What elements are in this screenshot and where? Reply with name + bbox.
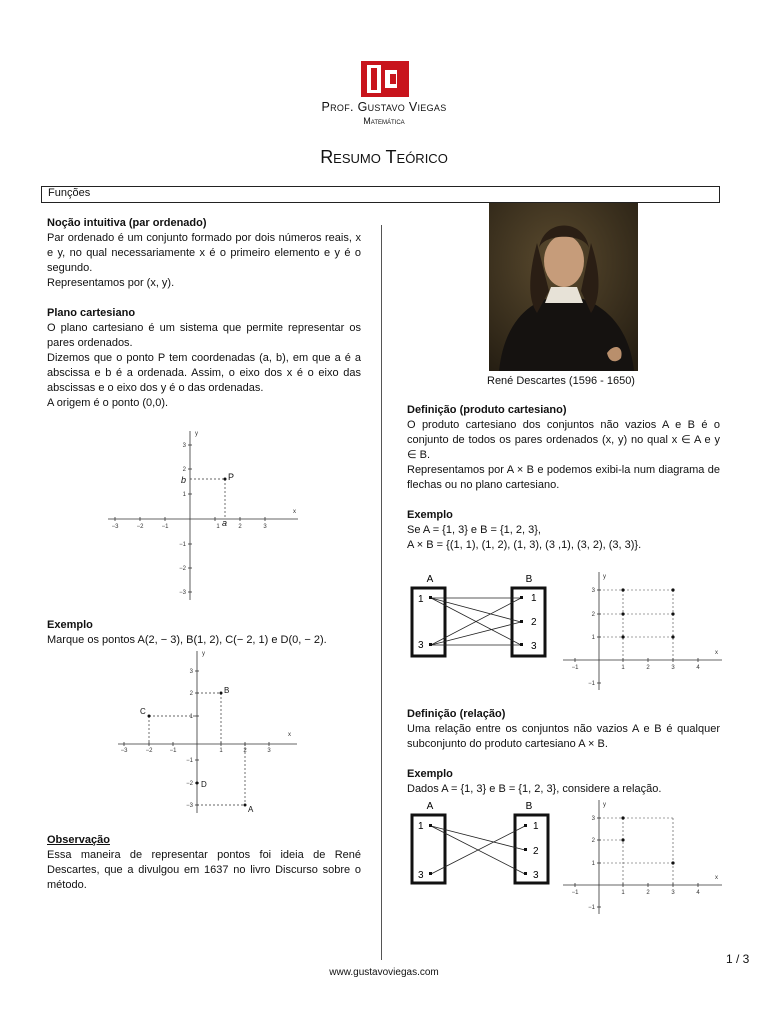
paragraph: Par ordenado é um conjunto formado por dois números reais, x e y, no qual necessariamente x é o primeiro elemento e y é o segundo. <box>47 232 361 274</box>
x-tick-label: −1 <box>169 748 177 754</box>
left-column <box>47 216 361 411</box>
set-element: 1 <box>418 821 424 832</box>
column-divider <box>381 225 382 960</box>
product-graph <box>560 568 725 693</box>
y-tick-label: 1 <box>591 635 595 641</box>
section-heading: Exemplo <box>407 509 453 521</box>
topic-label: Funções <box>48 187 91 199</box>
y-tick-label: 2 <box>591 838 595 844</box>
y-tick-label: 3 <box>591 816 595 822</box>
paragraph: O plano cartesiano é um sistema que permite representar os pares ordenados. <box>47 322 361 349</box>
footer-site: www.gustavoviegas.com <box>329 967 439 978</box>
descartes-portrait <box>489 203 638 371</box>
paragraph: Uma relação entre os conjuntos não vazios A e B é qualquer subconjunto do produto cartesiano A × B. <box>407 723 720 750</box>
logo <box>361 61 409 97</box>
subject-name: Matemática <box>363 116 405 126</box>
y-axis-label: y <box>202 651 205 657</box>
x-tick-label: 1 <box>621 890 625 896</box>
x-tick-label: −1 <box>571 665 579 671</box>
paragraph: A × B = {(1, 1), (1, 2), (1, 3), (3 ,1), (3, 2), (3, 3)}. <box>407 539 642 551</box>
y-tick-label: −1 <box>588 681 595 687</box>
y-tick-label: −2 <box>186 781 193 787</box>
x-tick-label: −3 <box>120 748 128 754</box>
arrow-diagram-relation <box>405 798 555 890</box>
set-element: 2 <box>531 617 537 628</box>
point-p <box>224 478 227 481</box>
set-element: 1 <box>418 594 424 605</box>
section-heading: Observação <box>47 834 110 846</box>
point-a <box>244 804 247 807</box>
paragraph: A origem é o ponto (0,0). <box>47 397 169 409</box>
relation-graph <box>560 796 725 916</box>
x-tick-label: −2 <box>136 524 144 530</box>
x-tick-label: −3 <box>111 524 119 530</box>
x-axis-label: x <box>293 509 296 515</box>
y-tick-label: 1 <box>591 861 595 867</box>
x-axis-label: x <box>715 875 718 881</box>
x-tick-label: 2 <box>238 524 242 530</box>
point-d-label: D <box>201 780 207 789</box>
x-tick-label: 1 <box>216 524 220 530</box>
paragraph: Representamos por A × B e podemos exibi-la num diagrama de flechas ou no plano cartesiano. <box>407 464 720 491</box>
x-tick-label: 2 <box>243 748 247 754</box>
y-tick-label: −2 <box>179 566 186 572</box>
y-tick-label: 3 <box>591 588 595 594</box>
point-c <box>148 715 151 718</box>
y-tick-label: 3 <box>182 443 186 449</box>
paragraph: O produto cartesiano dos conjuntos não vazios A e B é o conjunto de todos os pares ordenados (x, y) no qual x ∈ A e y ∈ B. <box>407 419 720 461</box>
right-column-top <box>407 403 720 553</box>
section-heading: Definição (produto cartesiano) <box>407 404 567 416</box>
paragraph: Representamos por (x, y). <box>47 277 175 289</box>
x-tick-label: −1 <box>161 524 169 530</box>
right-column-bottom <box>407 707 720 797</box>
y-axis-label: y <box>603 574 606 580</box>
set-b-label: B <box>525 574 533 585</box>
x-axis-label: x <box>715 650 718 656</box>
set-element: 3 <box>531 641 537 652</box>
paragraph: Marque os pontos A(2, − 3), B(1, 2), C(− 2, 1) e D(0, − 2). <box>47 634 327 646</box>
section-heading: Plano cartesiano <box>47 307 136 319</box>
paragraph: Se A = {1, 3} e B = {1, 2, 3}, <box>407 524 541 536</box>
x-tick-label: 3 <box>263 524 267 530</box>
y-tick-label: 2 <box>591 612 595 618</box>
y-axis-label: y <box>603 802 606 808</box>
x-tick-label: 3 <box>671 890 675 896</box>
set-element: 2 <box>533 846 539 857</box>
x-tick-label: 2 <box>646 890 650 896</box>
page-number: 1 / 3 <box>726 952 750 966</box>
set-b-label: B <box>525 801 533 812</box>
point-a-label: A <box>248 805 254 814</box>
x-tick-label: 3 <box>671 665 675 671</box>
x-tick-label: 2 <box>646 665 650 671</box>
x-tick-label: −2 <box>145 748 153 754</box>
x-tick-label: 3 <box>267 748 271 754</box>
section-heading: Exemplo <box>407 768 453 780</box>
set-a-label: A <box>426 801 434 812</box>
paragraph: Dados A = {1, 3} e B = {1, 2, 3}, considere a relação. <box>407 783 662 795</box>
set-element: 1 <box>531 593 537 604</box>
y-tick-label: −1 <box>179 542 186 548</box>
x-tick-label: 1 <box>621 665 625 671</box>
set-a-label: A <box>426 574 434 585</box>
observation-section <box>47 833 361 893</box>
section-heading: Noção intuitiva (par ordenado) <box>47 217 207 229</box>
y-tick-label: 2 <box>189 691 193 697</box>
topic-bar <box>41 186 720 203</box>
point-b <box>220 692 223 695</box>
ordinate-label: b <box>181 475 187 485</box>
y-tick-label: 3 <box>189 669 193 675</box>
x-tick-label: 1 <box>219 748 223 754</box>
cartesian-plane-graph <box>100 425 310 605</box>
y-tick-label: 1 <box>182 492 186 498</box>
section-heading: Definição (relação) <box>407 708 506 720</box>
y-tick-label: −3 <box>186 803 193 809</box>
paragraph: Essa maneira de representar pontos foi ideia de René Descartes, que a divulgou em 1637 no livro Discurso sobre o método. <box>47 849 361 891</box>
point-c-label: C <box>140 707 146 716</box>
y-axis-label: y <box>195 431 198 437</box>
author-name: Prof. Gustavo Viegas <box>321 100 447 114</box>
point-b-label: B <box>224 686 230 695</box>
set-element: 3 <box>418 870 424 881</box>
paragraph: Dizemos que o ponto P tem coordenadas (a, b), em que a é a abscissa e b é a ordenada. Assim, o eixo dos x é o eixo das abscissas e o eixo dos y é o das ordenadas. <box>47 352 361 394</box>
x-axis-label: x <box>288 732 291 738</box>
set-element: 3 <box>418 640 424 651</box>
document-title: Resumo Teórico <box>320 147 448 167</box>
point-p-label: P <box>228 472 235 482</box>
x-tick-label: −1 <box>571 890 579 896</box>
y-tick-label: 2 <box>182 467 186 473</box>
example-points-graph <box>112 647 302 817</box>
y-tick-label: −1 <box>588 905 595 911</box>
x-tick-label: 4 <box>696 665 700 671</box>
set-element: 1 <box>533 821 539 832</box>
point-d <box>196 782 199 785</box>
set-element: 3 <box>533 870 539 881</box>
y-tick-label: −3 <box>179 590 186 596</box>
section-heading: Exemplo <box>47 619 93 631</box>
example-section <box>47 618 361 648</box>
x-tick-label: 4 <box>696 890 700 896</box>
abscissa-label: a <box>222 518 228 528</box>
y-tick-label: −1 <box>186 758 193 764</box>
arrow-diagram-product <box>405 570 555 662</box>
y-tick-label: 1 <box>189 714 193 720</box>
portrait-caption: René Descartes (1596 - 1650) <box>487 375 635 387</box>
